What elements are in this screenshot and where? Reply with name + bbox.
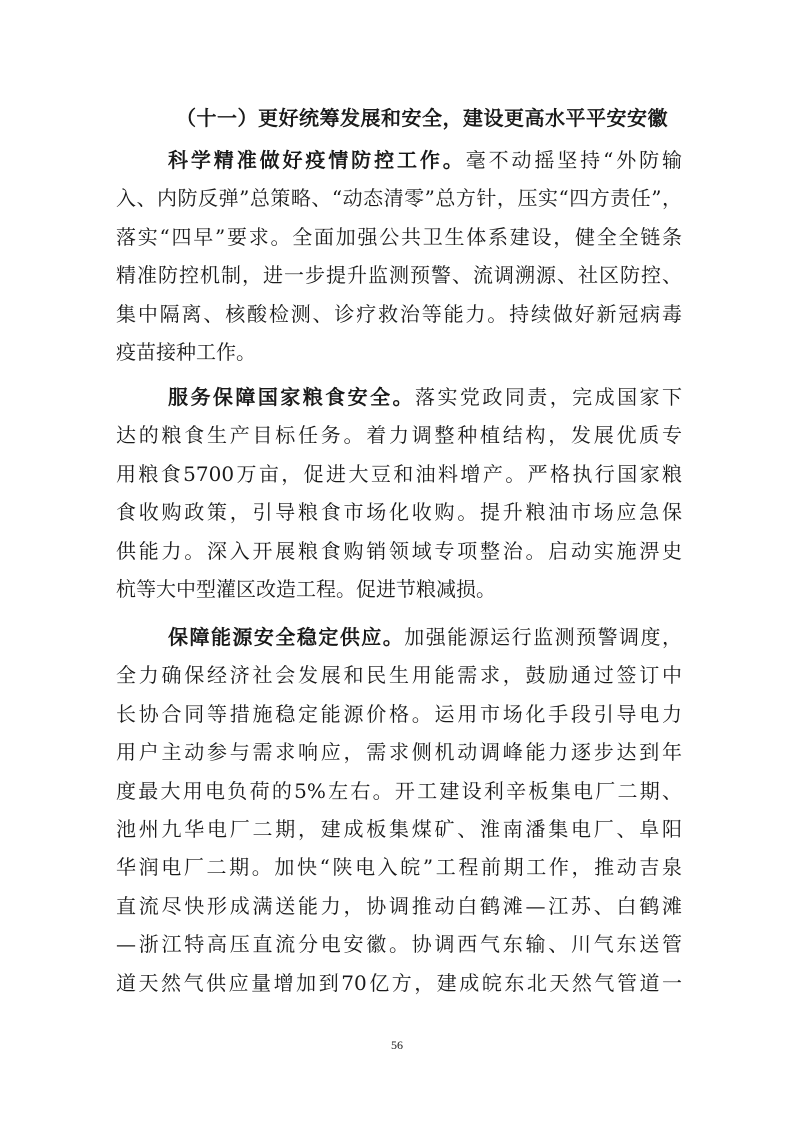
page-number: 56 (391, 1038, 403, 1052)
paragraph-line: 池州九华电厂二期，建成板集煤矿、淮南潘集电厂、阜阳 (116, 816, 682, 841)
paragraph-line: 全力确保经济社会发展和民生用能需求，鼓励通过签订中 (116, 663, 682, 688)
paragraph-line: 疫苗接种工作。 (116, 339, 256, 364)
paragraph-line: 长协合同等措施稳定能源价格。运用市场化手段引导电力 (116, 701, 682, 726)
paragraph-line: 食收购政策，引导粮食市场化收购。提升粮油市场应急保 (116, 500, 682, 525)
paragraph-text: 落实党政同责，完成国家下 (415, 385, 682, 409)
paragraph-epidemic-control (116, 141, 682, 371)
section-heading: （十一）更好统筹发展和安全，建设更高水平平安安徽 (176, 106, 668, 130)
paragraph-energy-supply (116, 618, 682, 1002)
paragraph-text: 加强能源运行监测预警调度， (404, 625, 683, 649)
paragraph-line: 达的粮食生产目标任务。着力调整种植结构，发展优质专 (116, 423, 682, 448)
paragraph-lead: 科学精准做好疫情防控工作。 (168, 148, 466, 172)
paragraph-line: 度最大用电负荷的5%左右。开工建设利辛板集电厂二期、 (116, 778, 682, 803)
paragraph-lead: 服务保障国家粮食安全。 (168, 385, 415, 409)
paragraph-line: 集中隔离、核酸检测、诊疗救治等能力。持续做好新冠病毒 (116, 301, 682, 326)
paragraph-line: 道天然气供应量增加到70亿方，建成皖东北天然气管道一 (116, 970, 682, 995)
paragraph-line: 供能力。深入开展粮食购销领域专项整治。启动实施淠史 (116, 538, 682, 563)
paragraph-line: 用粮食5700万亩，促进大豆和油料增产。严格执行国家粮 (116, 461, 682, 486)
paragraph-first-line (116, 618, 682, 656)
paragraph-line: 杭等大中型灌区改造工程。促进节粮减损。 (116, 576, 496, 601)
paragraph-line: 落实“四早”要求。全面加强公共卫生体系建设，健全全链条 (116, 224, 682, 249)
paragraph-lead: 保障能源安全稳定供应。 (168, 625, 405, 649)
paragraph-text: 毫不动摇坚持“外防输 (465, 148, 682, 172)
paragraph-line: 用户主动参与需求响应，需求侧机动调峰能力逐步达到年 (116, 740, 682, 765)
paragraph-line: 直流尽快形成满送能力，协调推动白鹤滩—江苏、白鹤滩 (116, 893, 682, 918)
paragraph-line: —浙江特高压直流分电安徽。协调西气东输、川气东送管 (116, 932, 682, 957)
paragraph-first-line (116, 141, 682, 179)
paragraph-line: 精准防控机制，进一步提升监测预警、流调溯源、社区防控、 (116, 263, 682, 288)
paragraph-line: 华润电厂二期。加快“陕电入皖”工程前期工作，推动吉泉 (116, 855, 682, 880)
paragraph-line: 入、内防反弹”总策略、“动态清零”总方针，压实“四方责任”， (116, 186, 682, 211)
paragraph-first-line (116, 378, 682, 416)
paragraph-food-security (116, 378, 682, 608)
